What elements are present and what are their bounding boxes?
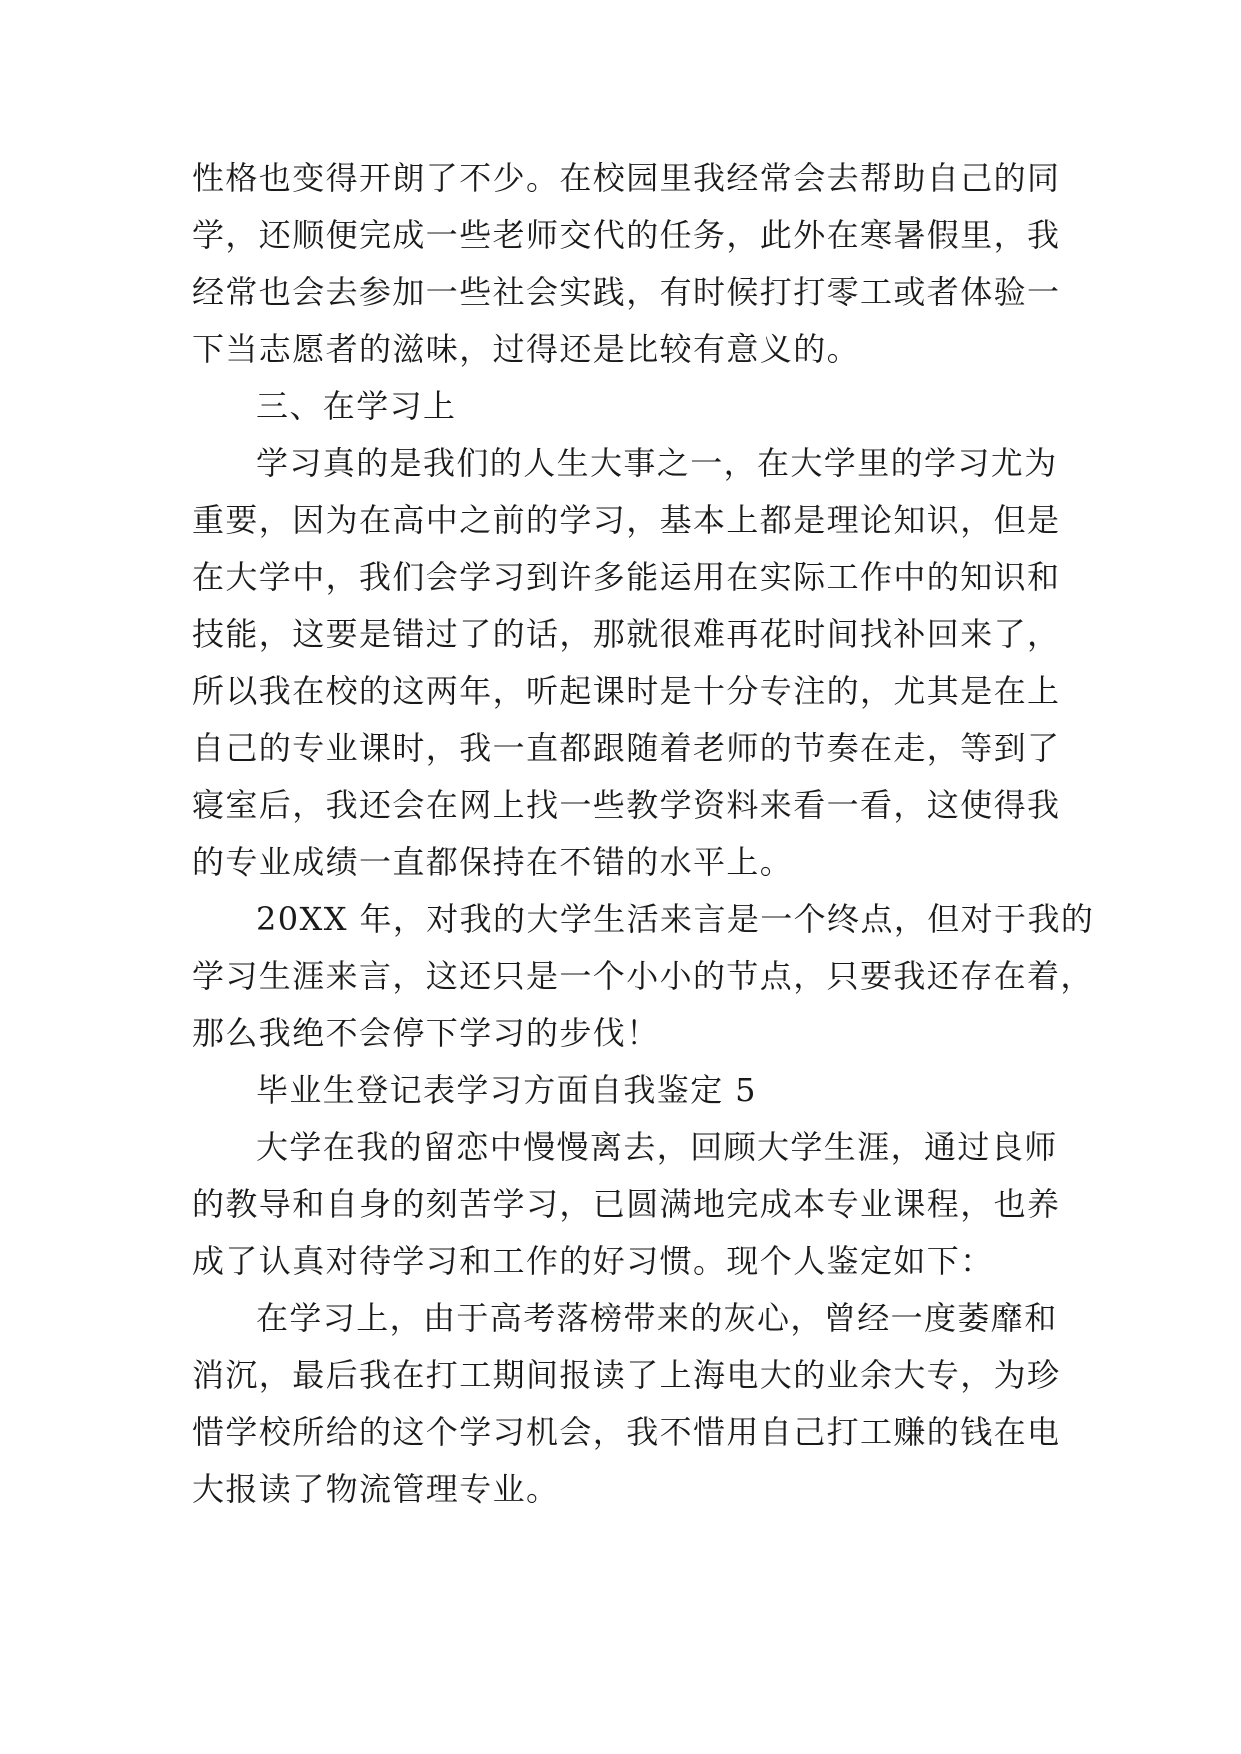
body-text-line: 性格也变得开朗了不少。在校园里我经常会去帮助自己的同 — [192, 159, 1061, 197]
body-text-line: 那么我绝不会停下学习的步伐！ — [192, 1014, 660, 1052]
body-text-line: 学习生涯来言，这还只是一个小小的节点，只要我还存在着， — [192, 957, 1094, 995]
body-text-line: 消沉，最后我在打工期间报读了上海电大的业余大专，为珍 — [192, 1356, 1061, 1394]
body-text-line: 惜学校所给的这个学习机会，我不惜用自己打工赚的钱在电 — [192, 1413, 1061, 1451]
body-text-line: 成了认真对待学习和工作的好习惯。现个人鉴定如下： — [192, 1242, 994, 1280]
body-text-line: 自己的专业课时，我一直都跟随着老师的节奏在走，等到了 — [192, 729, 1061, 767]
section-heading: 毕业生登记表学习方面自我鉴定 5 — [256, 1071, 757, 1109]
body-text-line: 的教导和自身的刻苦学习，已圆满地完成本专业课程，也养 — [192, 1185, 1061, 1223]
body-text-line: 学，还顺便完成一些老师交代的任务，此外在寒暑假里，我 — [192, 216, 1061, 254]
body-text-line: 在大学中，我们会学习到许多能运用在实际工作中的知识和 — [192, 558, 1061, 596]
body-text-line: 经常也会去参加一些社会实践，有时候打打零工或者体验一 — [192, 273, 1061, 311]
body-text-line: 学习真的是我们的人生大事之一，在大学里的学习尤为 — [256, 444, 1058, 482]
body-text-line: 重要，因为在高中之前的学习，基本上都是理论知识，但是 — [192, 501, 1061, 539]
body-text-line: 20XX 年，对我的大学生活来言是一个终点，但对于我的 — [256, 900, 1095, 938]
body-text-line: 大报读了物流管理专业。 — [192, 1470, 560, 1508]
body-text-line: 所以我在校的这两年，听起课时是十分专注的，尤其是在上 — [192, 672, 1061, 710]
body-text-line: 的专业成绩一直都保持在不错的水平上。 — [192, 843, 794, 881]
body-text-line: 技能，这要是错过了的话，那就很难再花时间找补回来了， — [192, 615, 1061, 653]
body-text-line: 在学习上，由于高考落榜带来的灰心，曾经一度萎靡和 — [256, 1299, 1058, 1337]
body-text-line: 大学在我的留恋中慢慢离去，回顾大学生涯，通过良师 — [256, 1128, 1058, 1166]
section-heading: 三、在学习上 — [256, 387, 457, 425]
body-text-line: 寝室后，我还会在网上找一些教学资料来看一看，这使得我 — [192, 786, 1061, 824]
body-text-line: 下当志愿者的滋味，过得还是比较有意义的。 — [192, 330, 861, 368]
